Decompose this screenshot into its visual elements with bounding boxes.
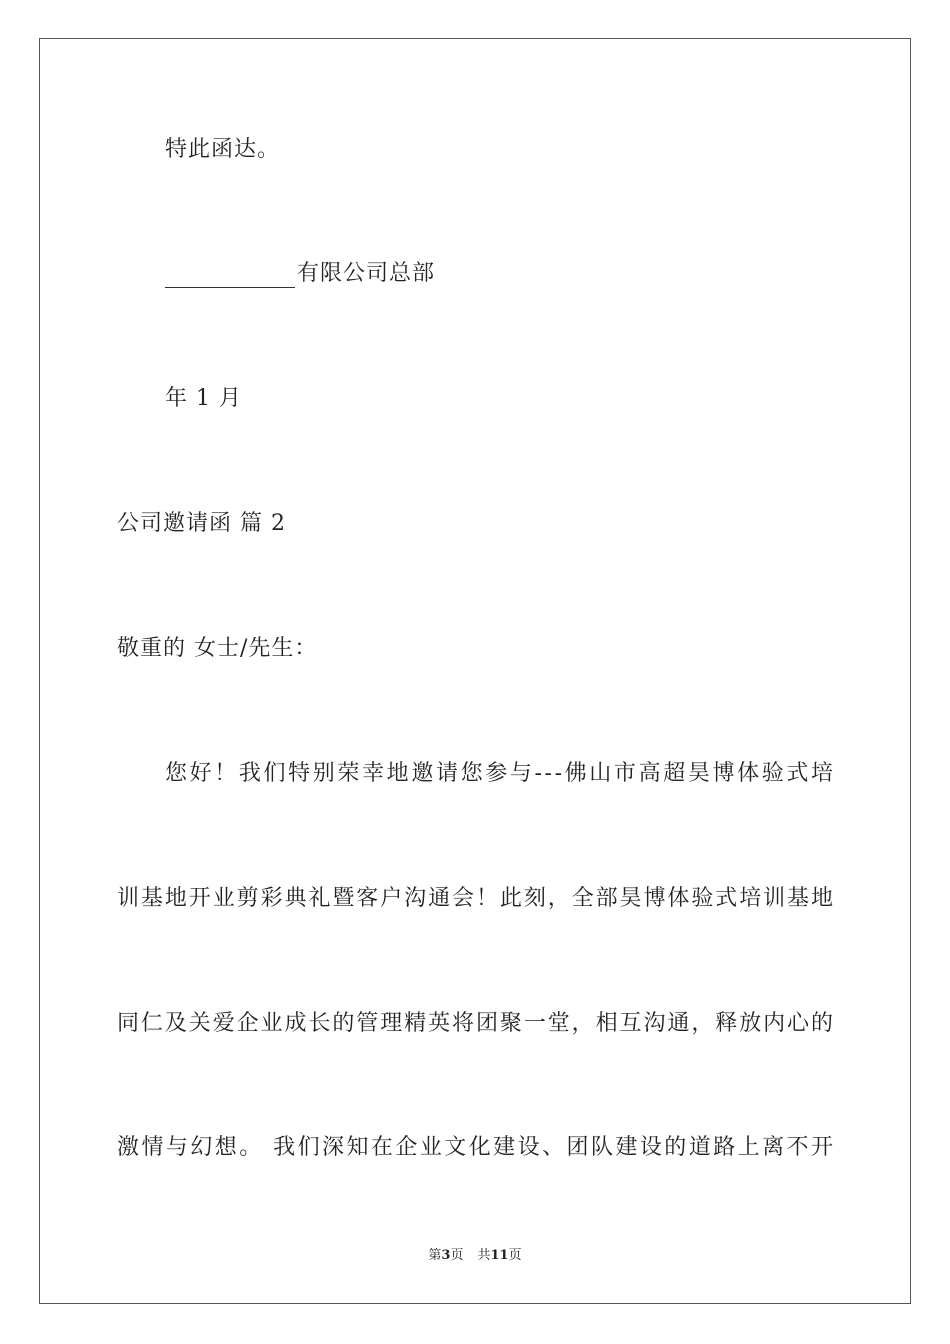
section-title: 公司邀请函 篇 2 bbox=[117, 511, 286, 536]
footer-page-number: 3 bbox=[441, 1248, 451, 1263]
body-line-3: 同仁及关爱企业成长的管理精英将团聚一堂，相互沟通，释放内心的 bbox=[117, 1011, 835, 1036]
body-line-4: 激情与幻想。 我们深知在企业文化建设、团队建设的道路上离不开 bbox=[117, 1135, 836, 1160]
body-line-1: 您好！我们特别荣幸地邀请您参与---佛山市高超昊博体验式培 bbox=[165, 761, 836, 786]
signature-blank bbox=[165, 265, 295, 288]
footer-total-prefix: 共 bbox=[477, 1248, 491, 1263]
salutation: 敬重的 女士/先生： bbox=[117, 636, 318, 661]
page-footer bbox=[0, 1248, 950, 1264]
signature-suffix: 有限公司总部 bbox=[297, 261, 436, 286]
body-line-2: 训基地开业剪彩典礼暨客户沟通会！此刻，全部昊博体验式培训基地 bbox=[117, 886, 835, 911]
date-line: 年 1 月 bbox=[165, 386, 242, 411]
closing-line: 特此函达。 bbox=[165, 137, 281, 162]
footer-page-suffix: 页 bbox=[450, 1248, 464, 1263]
footer-total-suffix: 页 bbox=[508, 1248, 522, 1263]
footer-total-pages: 11 bbox=[490, 1248, 509, 1263]
signature-line bbox=[165, 260, 435, 288]
footer-page-prefix: 第 bbox=[428, 1248, 442, 1263]
page-frame bbox=[39, 38, 911, 1304]
